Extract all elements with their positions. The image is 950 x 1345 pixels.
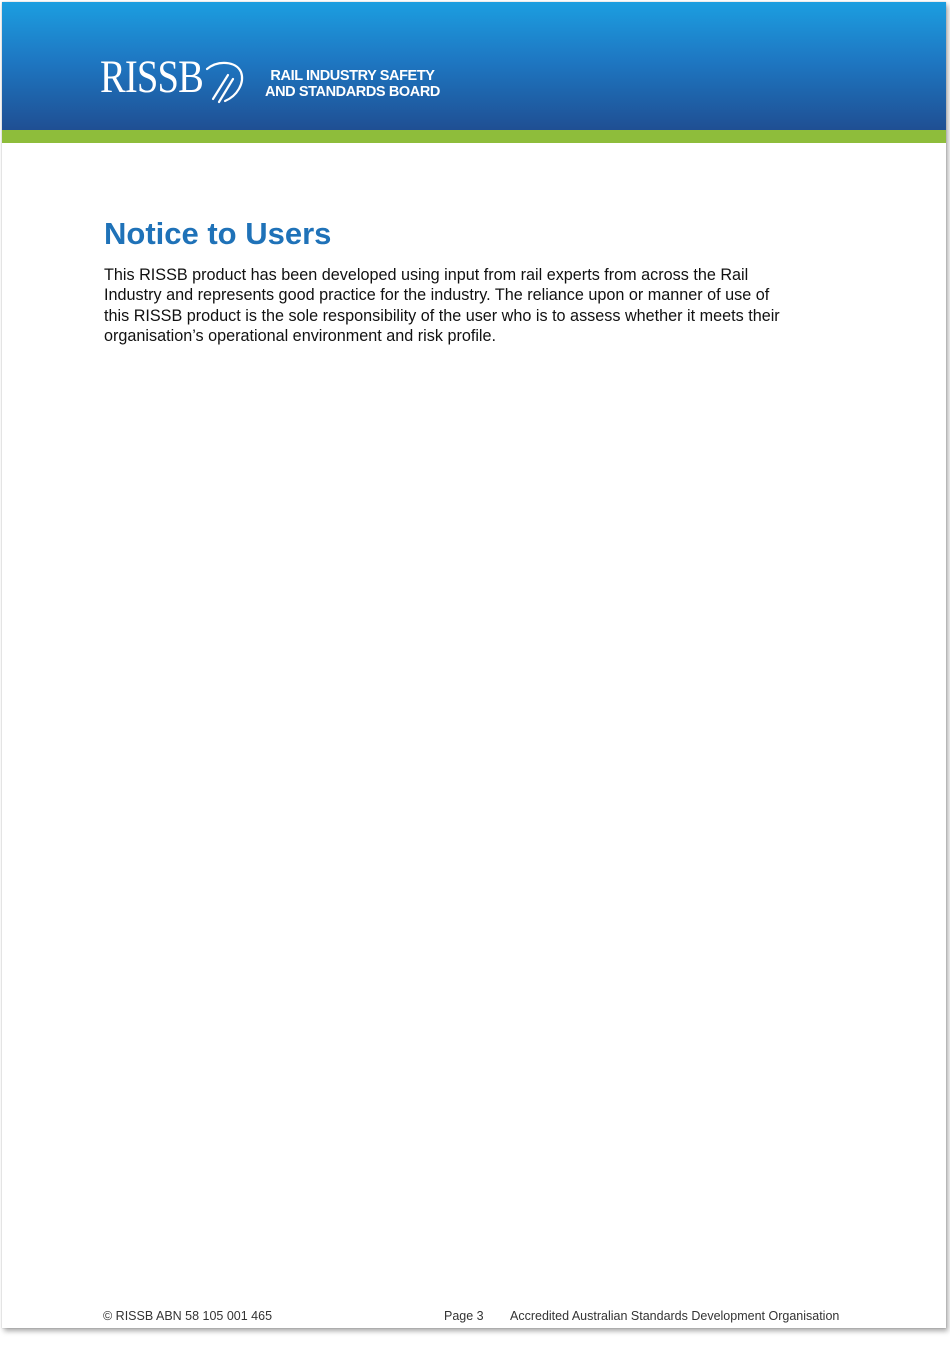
notice-paragraph [104, 265, 864, 346]
footer-copyright: © RISSB ABN 58 105 001 465 [103, 1309, 273, 1323]
notice-line: organisation’s operational environment and risk profile. [104, 326, 497, 345]
footer-page-number: Page 3 [444, 1309, 484, 1323]
rissb-swoosh-icon [200, 58, 246, 106]
notice-line: Industry and represents good practice for the industry. The reliance upon or manner of use of [104, 286, 770, 305]
board-name-line-2: AND STANDARDS BOARD [265, 84, 440, 100]
header-green-stripe [2, 130, 946, 143]
rissb-logo-text: RISSB [100, 51, 204, 103]
board-name [265, 68, 440, 100]
page-title: Notice to Users [104, 216, 332, 251]
board-name-line-1: RAIL INDUSTRY SAFETY [270, 68, 435, 84]
document-page [2, 2, 946, 1328]
footer-accreditation: Accredited Australian Standards Development Organisation [510, 1309, 840, 1323]
notice-line: This RISSB product has been developed using input from rail experts from across the Rail [104, 266, 749, 284]
notice-line: this RISSB product is the sole responsibility of the user who is to assess whether it meets their [104, 306, 780, 325]
page-footer [2, 1307, 946, 1325]
